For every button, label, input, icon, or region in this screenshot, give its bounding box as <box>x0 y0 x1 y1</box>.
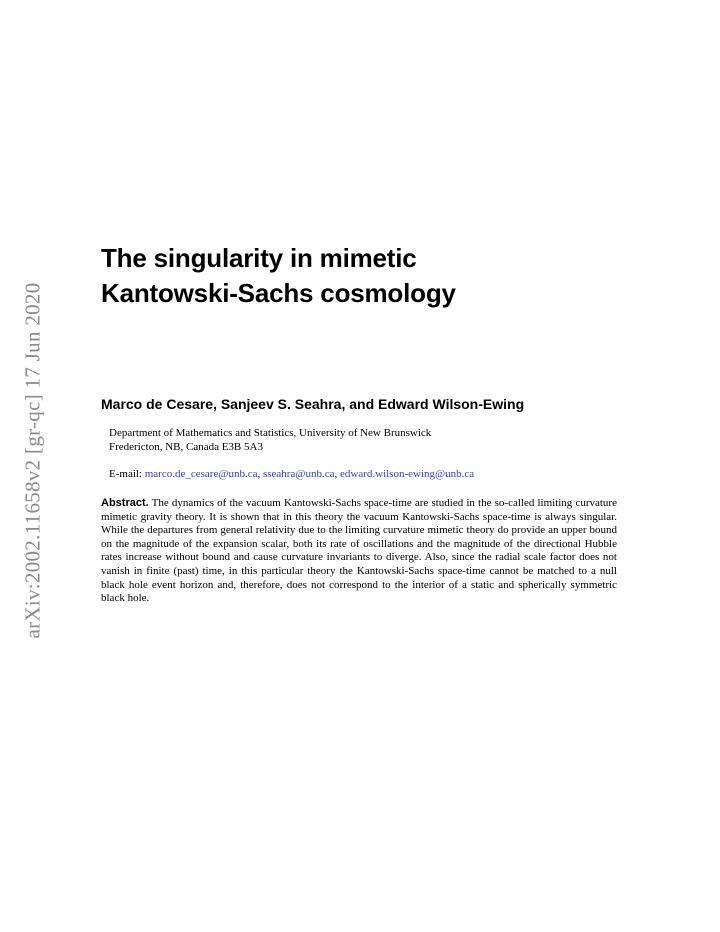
email-link-wilson-ewing[interactable]: edward.wilson-ewing@unb.ca <box>340 468 475 480</box>
arxiv-stamp <box>18 250 48 670</box>
affiliation-line-2: Fredericton, NB, Canada E3B 5A3 <box>109 441 263 453</box>
title-line-2: Kantowski-Sachs cosmology <box>101 278 456 308</box>
paper-title <box>101 241 661 311</box>
email-link-de-cesare[interactable]: marco.de_cesare@unb.ca <box>144 468 258 480</box>
email-label: E-mail: <box>109 468 142 480</box>
affiliation-line-1: Department of Mathematics and Statistics, University of New Brunswick <box>109 427 432 439</box>
affiliation <box>109 426 431 454</box>
title-line-1: The singularity in mimetic <box>101 243 417 273</box>
email-link-seahra[interactable]: sseahra@unb.ca <box>262 468 335 480</box>
abstract-text: The dynamics of the vacuum Kantowski-Sachs space-time are studied in the so-called limiting curvature mimetic gravity theory. It is shown that in this theory the vacuum Kantowski-Sachs space-time is always singular. While the departures from general relativity due to the limiting curvature mimetic theory do provide an upper bound on the magnitude of the expansion scalar, both its rate of oscillations and the magnitude of the directional Hubble rates increase without bound and cause curvature invariants to diverge. Also, since the radial scale factor does not vanish in finite (past) time, in this particular theory the Kantowski-Sachs space-time cannot be matched to a null black hole event horizon and, therefore, does not correspond to the interior of a static and spherically symmetric black hole. <box>101 497 617 605</box>
abstract <box>101 497 617 606</box>
arxiv-identifier: arXiv:2002.11658v2 [gr-qc] 17 Jun 2020 <box>20 281 45 639</box>
email-line: E-mail: marco.de_cesare@unb.ca, sseahra@unb.ca, edward.wilson-ewing@unb.ca <box>109 468 475 480</box>
author-list: Marco de Cesare, Sanjeev S. Seahra, and Edward Wilson-Ewing <box>101 396 525 412</box>
abstract-heading: Abstract. <box>101 497 149 509</box>
